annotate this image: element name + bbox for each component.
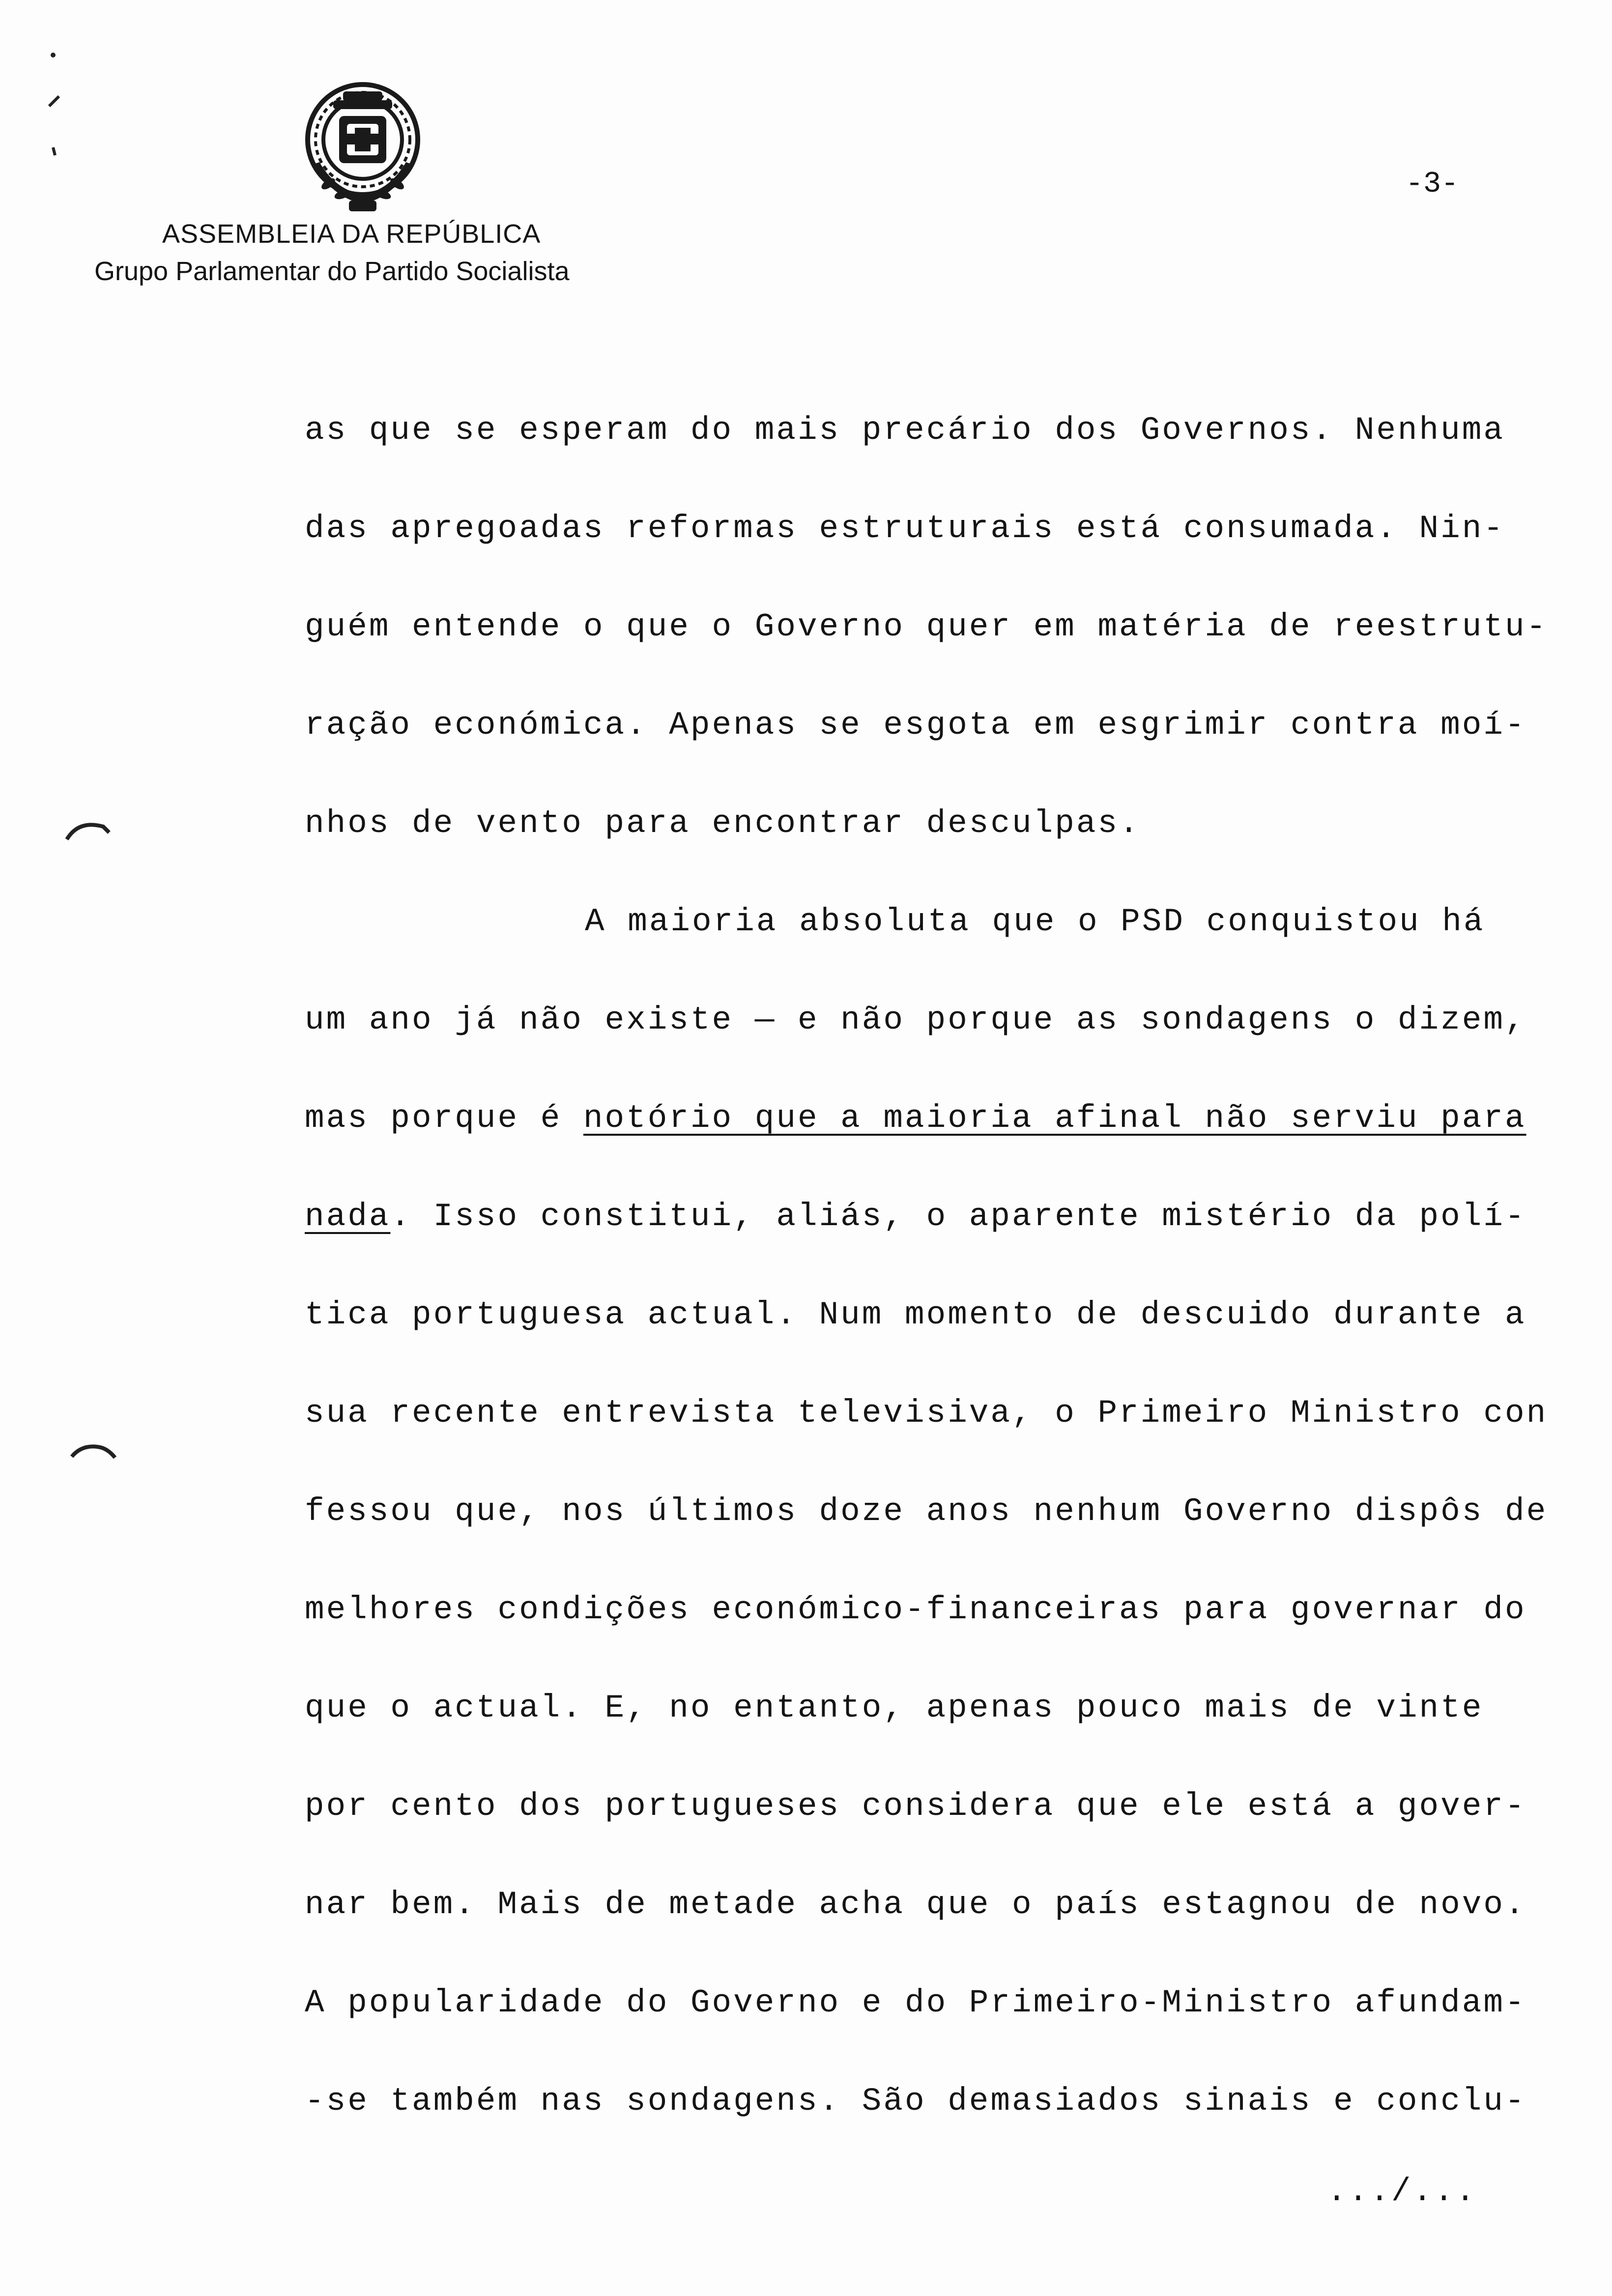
text-line: as que se esperam do mais precário dos Governos. Nenhuma [305, 412, 1505, 449]
text-line-with-underline [305, 1197, 1526, 1236]
continuation-marker: .../... [1327, 2173, 1477, 2210]
underlined-text: notório que a maioria afinal não serviu para [583, 1100, 1526, 1137]
text-line: A popularidade do Governo e do Primeiro-Ministro afundam- [305, 1984, 1526, 2021]
text-line: -se também nas sondagens. São demasiados sinais e conclu- [305, 2083, 1526, 2120]
text-segment: . Isso constitui, aliás, o aparente mistério da polí- [390, 1198, 1526, 1235]
text-line: guém entende o que o Governo quer em matéria de reestrutu- [305, 608, 1548, 645]
text-line: tica portuguesa actual. Num momento de descuido durante a [305, 1296, 1526, 1333]
text-line: um ano já não existe — e não porque as sondagens o dizem, [305, 1002, 1526, 1038]
text-line: nhos de vento para encontrar desculpas. [305, 805, 1141, 842]
text-line: sua recente entrevista televisiva, o Primeiro Ministro con [305, 1395, 1548, 1432]
margin-mark-icon [69, 1435, 123, 1464]
text-line-with-underline [305, 1099, 1526, 1138]
margin-mark-icon [64, 816, 113, 845]
text-line-indented: A maioria absoluta que o PSD conquistou há [585, 903, 1485, 940]
text-line: nar bem. Mais de metade acha que o país estagnou de novo. [305, 1886, 1526, 1923]
text-line: que o actual. E, no entanto, apenas pouco mais de vinte [305, 1690, 1484, 1726]
coat-of-arms-icon [294, 81, 432, 213]
text-line: ração económica. Apenas se esgota em esgrimir contra moí- [305, 707, 1526, 744]
text-line: melhores condições económico-financeiras para governar do [305, 1591, 1526, 1628]
parliamentary-group-name: Grupo Parlamentar do Partido Socialista [94, 257, 570, 286]
organization-name: ASSEMBLEIA DA REPÚBLICA [162, 219, 541, 249]
text-line: por cento dos portugueses considera que ele está a gover- [305, 1788, 1526, 1825]
page-number: -3- [1406, 168, 1459, 201]
text-line: das apregoadas reformas estruturais está consumada. Nin- [305, 510, 1505, 547]
text-line: fessou que, nos últimos doze anos nenhum Governo dispôs de [305, 1493, 1548, 1530]
text-segment: mas porque é [305, 1100, 583, 1137]
margin-mark-icon [47, 49, 62, 162]
underlined-text: nada [305, 1198, 391, 1235]
